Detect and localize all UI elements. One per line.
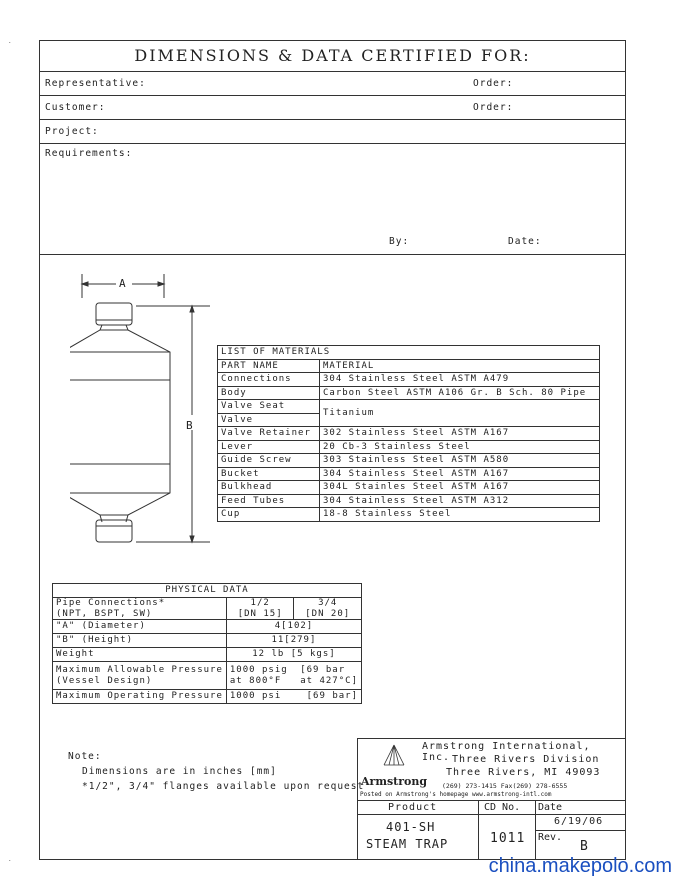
part-name: Guide Screw [218, 454, 320, 468]
material: 303 Stainless Steel ASTM A580 [320, 454, 600, 468]
customer-label: Customer: [45, 102, 106, 113]
material: Titanium [320, 400, 600, 427]
steam-trap-drawing [70, 270, 220, 560]
product-desc: STEAM TRAP [366, 837, 449, 851]
part-name: Bucket [218, 467, 320, 481]
material: 304L Stainles Steel ASTM A167 [320, 481, 600, 495]
mawp-temp-c: at 427°C] [300, 675, 358, 686]
table-row [53, 690, 362, 704]
rev-header: Rev. [538, 832, 563, 843]
mop-psi: 1000 psi [229, 691, 282, 702]
city: Three Rivers, MI 49093 [446, 767, 601, 778]
armstrong-logo-icon [382, 743, 406, 769]
representative-row [40, 72, 625, 96]
dimension-a-label: A [119, 277, 126, 290]
table-row [218, 386, 600, 400]
table-row [218, 467, 600, 481]
material: Carbon Steel ASTM A106 Gr. B Sch. 80 Pipe [320, 386, 600, 400]
table-row [218, 454, 600, 468]
phone: (269) 273-1415 Fax(269) 278-6555 [442, 782, 568, 790]
table-row [218, 494, 600, 508]
representative-label: Representative: [45, 78, 146, 89]
table-row [53, 620, 362, 634]
material: 304 Stainless Steel ASTM A479 [320, 373, 600, 387]
table-row [53, 662, 362, 690]
part-name: Feed Tubes [218, 494, 320, 508]
project-label: Project: [45, 126, 99, 137]
weight-label: Weight [53, 648, 227, 662]
note-line-2: *1/2", 3/4" flanges available upon request [82, 781, 365, 792]
table-row [53, 648, 362, 662]
note-line-1: Dimensions are in inches [mm] [82, 766, 277, 777]
physical-data-title: PHYSICAL DATA [53, 584, 362, 598]
part-name: Connections [218, 373, 320, 387]
division: Three Rivers Division [452, 754, 600, 765]
material: 18-8 Stainless Steel [320, 508, 600, 522]
part-name: Valve Seat [218, 400, 320, 414]
material-header: MATERIAL [320, 359, 600, 373]
table-row [218, 427, 600, 441]
pipe-connections-label: Pipe Connections* [56, 598, 166, 608]
dimension-b-label: B [186, 419, 193, 432]
part-name-header: PART NAME [218, 359, 320, 373]
customer-row [40, 96, 625, 120]
materials-title: LIST OF MATERIALS [218, 346, 600, 360]
height-value: 11[279] [226, 634, 361, 648]
size-2: 3/4 [318, 598, 338, 608]
table-row [53, 634, 362, 648]
project-row [40, 120, 625, 144]
date-value: 6/19/06 [554, 816, 604, 827]
weight-value: 12 lb [5 kgs] [226, 648, 361, 662]
part-name: Body [218, 386, 320, 400]
diameter-label: "A" (Diameter) [53, 620, 227, 634]
table-row [218, 400, 600, 414]
mawp-temp-f: at 800°F [229, 675, 282, 686]
cd-header: CD No. [484, 802, 521, 813]
material: 304 Stainless Steel ASTM A312 [320, 494, 600, 508]
order-label-2: Order: [473, 102, 514, 113]
mawp-label: Maximum Allowable Pressure [56, 665, 223, 675]
cd-value: 1011 [490, 831, 526, 846]
product-header: Product [388, 802, 438, 813]
table-row [218, 508, 600, 522]
mawp-sub: (Vessel Design) [56, 675, 153, 686]
watermark: china.makepolo.com [488, 855, 672, 877]
note-title: Note: [68, 751, 102, 762]
part-name: Cup [218, 508, 320, 522]
size-1: 1/2 [250, 598, 270, 608]
size-2-dn: [DN 20] [305, 608, 351, 619]
company-name: Armstrong International, Inc. [422, 741, 591, 763]
part-name: Bulkhead [218, 481, 320, 495]
date-label: Date: [508, 236, 542, 247]
pipe-connections-sub: (NPT, BSPT, SW) [56, 608, 153, 619]
title-block [357, 738, 626, 860]
order-label: Order: [473, 78, 514, 89]
posted: Posted on Armstrong's homepage www.armstrong-intl.com [360, 791, 552, 798]
material: 304 Stainless Steel ASTM A167 [320, 467, 600, 481]
requirements-row [40, 144, 625, 255]
rev-value: B [580, 839, 588, 854]
date-header: Date [538, 802, 563, 813]
logo-text: Armstrong [361, 775, 428, 788]
physical-data-table [52, 583, 362, 704]
table-row [218, 440, 600, 454]
by-label: By: [389, 236, 410, 247]
part-name: Valve [218, 413, 320, 427]
note [68, 749, 364, 794]
part-name: Lever [218, 440, 320, 454]
materials-table [217, 345, 600, 522]
table-row [218, 481, 600, 495]
product-name: 401-SH [386, 820, 436, 834]
size-1-dn: [DN 15] [237, 608, 283, 619]
requirements-label: Requirements: [45, 148, 133, 159]
mop-label: Maximum Operating Pressure [53, 690, 227, 704]
table-row [218, 373, 600, 387]
diameter-value: 4[102] [226, 620, 361, 634]
mawp-psig: 1000 psig [229, 665, 288, 675]
part-name: Valve Retainer [218, 427, 320, 441]
mop-bar: [69 bar] [306, 691, 358, 702]
material: 20 Cb-3 Stainless Steel [320, 440, 600, 454]
height-label: "B" (Height) [53, 634, 227, 648]
material: 302 Stainless Steel ASTM A167 [320, 427, 600, 441]
table-row [53, 598, 362, 620]
mawp-bar: [69 bar [300, 665, 346, 675]
page-title: DIMENSIONS & DATA CERTIFIED FOR: [40, 41, 625, 72]
